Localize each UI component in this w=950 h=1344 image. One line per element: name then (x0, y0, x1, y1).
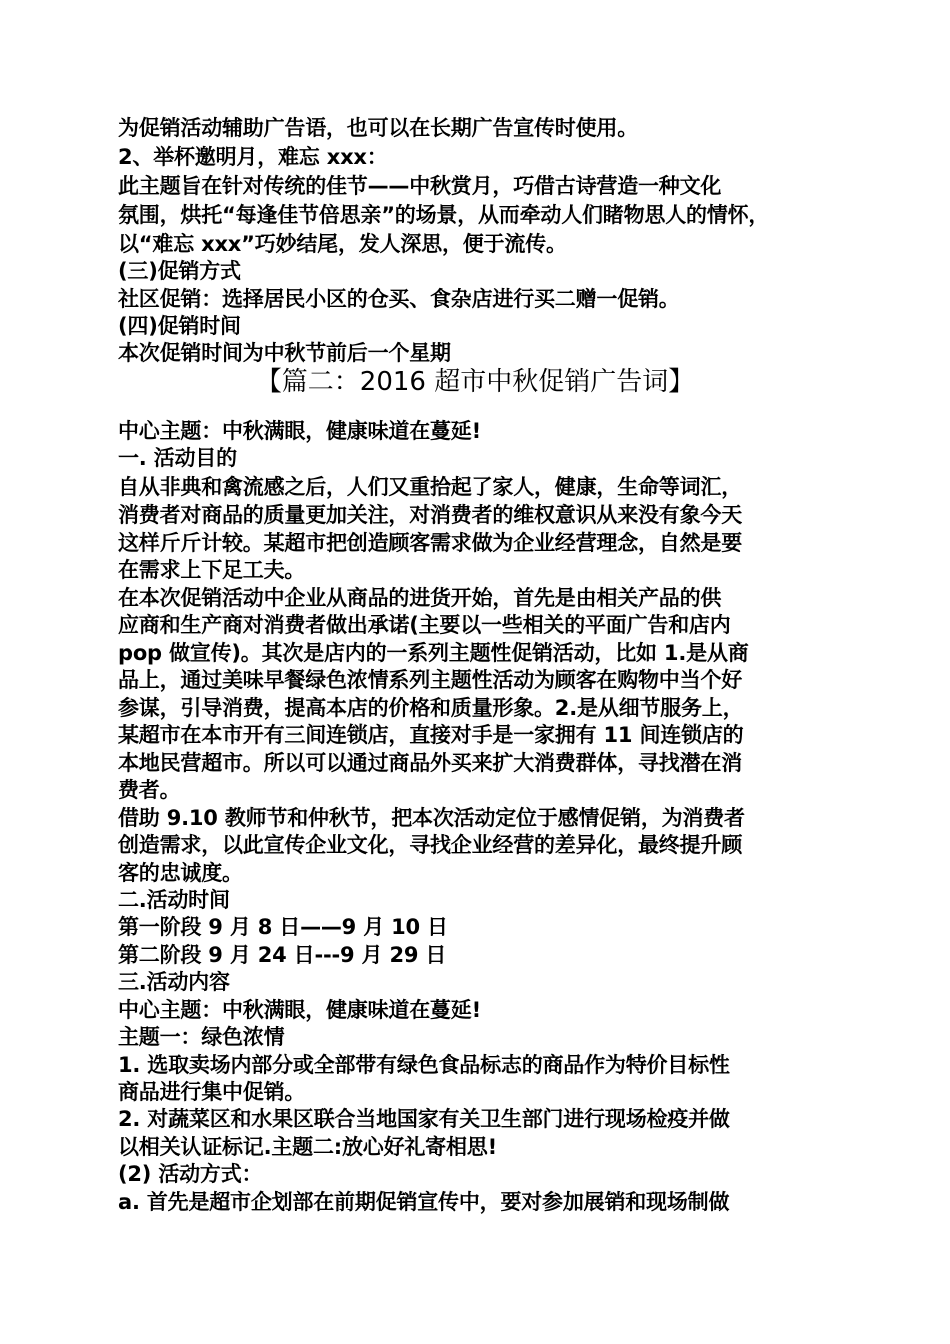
section-label: 一. 活动目的 (118, 446, 237, 470)
text-line: 创造需求，以此宣传企业文化，寻找企业经营的差异化，最终提升顾 (118, 833, 742, 857)
text-line: 氛围，烘托“每逢佳节倍思亲”的场景，从而牵动人们睹物思人的情怀， (118, 203, 770, 227)
text-line: 1. 选取卖场内部分或全部带有绿色食品标志的商品作为特价目标性 (118, 1053, 730, 1077)
theme-line: 中心主题：中秋满眼，健康味道在蔓延! (118, 419, 481, 443)
schedule-line: 第二阶段 9 月 24 日---9 月 29 日 (118, 943, 447, 967)
text-line: pop 做宣传)。其次是店内的一系列主题性促销活动，比如 1.是从商 (118, 641, 749, 665)
text-line: 为促销活动辅助广告语，也可以在长期广告宣传时使用。 (118, 116, 638, 140)
text-line: 2. 对蔬菜区和水果区联合当地国家有关卫生部门进行现场检疫并做 (118, 1107, 730, 1131)
section-label: 二.活动时间 (118, 888, 230, 912)
section-label: (三)促销方式 (118, 259, 241, 283)
text-line: 参谋，引导消费，提高本店的价格和质量形象。2.是从细节服务上， (118, 696, 744, 720)
article-heading: 【篇二：2016 超市中秋促销广告词】 (255, 367, 695, 397)
text-line: 本地民营超市。所以可以通过商品外买来扩大消费群体，寻找潜在消 (118, 751, 742, 775)
text-line: 客的忠诚度。 (118, 861, 243, 885)
text-line: 此主题旨在针对传统的佳节——中秋赏月，巧借古诗营造一种文化 (118, 174, 722, 198)
text-line: 应商和生产商对消费者做出承诺(主要以一些相关的平面广告和店内 (118, 613, 731, 637)
section-label: (四)促销时间 (118, 314, 241, 338)
text-line: 借助 9.10 教师节和仲秋节，把本次活动定位于感情促销，为消费者 (118, 806, 745, 830)
text-line: 2、举杯邀明月，难忘 xxx： (118, 145, 388, 169)
text-line: 在需求上下足工夫。 (118, 558, 306, 582)
text-line: 某超市在本市开有三间连锁店，直接对手是一家拥有 11 间连锁店的 (118, 723, 744, 747)
text-line: 社区促销：选择居民小区的仓买、食杂店进行买二赠一促销。 (118, 287, 680, 311)
theme-line: 中心主题：中秋满眼，健康味道在蔓延! (118, 998, 481, 1022)
text-line: 以相关认证标记.主题二:放心好礼寄相思! (118, 1135, 497, 1159)
text-line: 这样斤斤计较。某超市把创造顾客需求做为企业经营理念，自然是要 (118, 531, 742, 555)
schedule-line: 第一阶段 9 月 8 日——9 月 10 日 (118, 915, 448, 939)
text-line: 品上，通过美味早餐绿色浓情系列主题性活动为顾客在购物中当个好 (118, 668, 742, 692)
text-line: 以“难忘 xxx”巧妙结尾，发人深思，便于流传。 (118, 232, 567, 256)
text-line: 在本次促销活动中企业从商品的进货开始，首先是由相关产品的供 (118, 586, 722, 610)
section-label: (2) 活动方式： (118, 1162, 263, 1186)
text-line: 本次促销时间为中秋节前后一个星期 (118, 341, 451, 365)
text-line: 消费者对商品的质量更加关注，对消费者的维权意识从来没有象今天 (118, 503, 742, 527)
text-line: a. 首先是超市企划部在前期促销宣传中，要对参加展销和现场制做 (118, 1190, 730, 1214)
text-line: 自从非典和禽流感之后，人们又重拾起了家人，健康，生命等词汇， (118, 475, 742, 499)
section-label: 三.活动内容 (118, 970, 230, 994)
text-line: 费者。 (118, 778, 181, 802)
text-line: 商品进行集中促销。 (118, 1080, 306, 1104)
theme-line: 主题一：绿色浓情 (118, 1025, 285, 1049)
